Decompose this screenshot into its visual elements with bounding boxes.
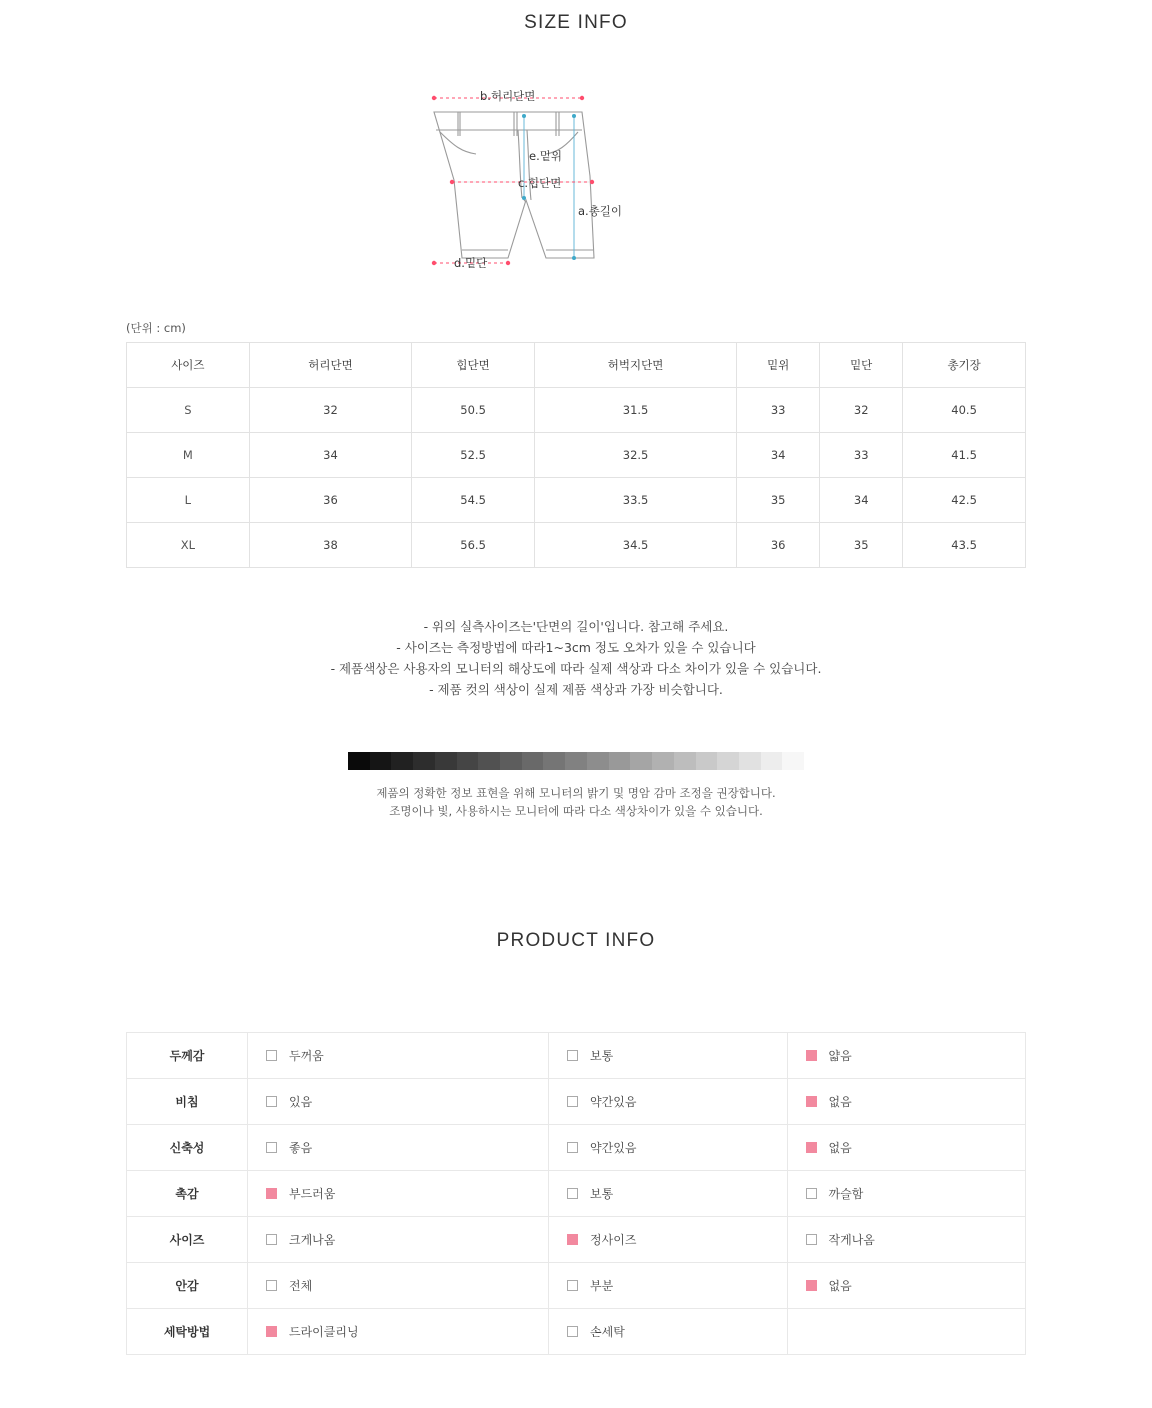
checkbox-unchecked-icon[interactable] [567, 1050, 578, 1061]
table-row [127, 388, 1026, 433]
pi-option-cell[interactable] [248, 1263, 549, 1309]
pi-option-cell[interactable] [549, 1125, 787, 1171]
pi-option-cell[interactable] [787, 1217, 1025, 1263]
pi-option-label: 없음 [828, 1095, 852, 1109]
size-cell: 32 [249, 388, 411, 433]
pi-row-label: 신축성 [127, 1125, 248, 1171]
size-cell: 34.5 [534, 523, 736, 568]
pi-option-label: 정사이즈 [590, 1233, 637, 1247]
checkbox-unchecked-icon[interactable] [266, 1234, 277, 1245]
pi-option-label: 두꺼움 [289, 1049, 324, 1063]
product-info-title: PRODUCT INFO [496, 930, 656, 951]
size-table-header-row [127, 343, 1026, 388]
size-notices [0, 616, 1152, 700]
checkbox-checked-icon[interactable] [806, 1096, 817, 1107]
table-row [127, 1309, 1026, 1355]
size-cell: 34 [737, 433, 820, 478]
size-cell: 34 [820, 478, 903, 523]
pi-option-label: 전체 [289, 1279, 313, 1293]
table-row [127, 1125, 1026, 1171]
gamma-gradient-bar [0, 752, 1152, 770]
size-diagram [0, 90, 1152, 320]
diagram-label-waist: b.허리단면 [480, 89, 536, 103]
checkbox-checked-icon[interactable] [806, 1280, 817, 1291]
checkbox-unchecked-icon[interactable] [806, 1188, 817, 1199]
diagram-label-hem: d.밑단 [454, 256, 488, 270]
checkbox-checked-icon[interactable] [806, 1142, 817, 1153]
size-col-header: 허벅지단면 [534, 343, 736, 388]
checkbox-unchecked-icon[interactable] [567, 1280, 578, 1291]
gamma-note [0, 784, 1152, 820]
diagram-label-length: a.총길이 [578, 204, 623, 218]
pi-option-cell[interactable] [248, 1309, 549, 1355]
pi-row-label: 안감 [127, 1263, 248, 1309]
size-col-header: 밑단 [820, 343, 903, 388]
size-cell: 54.5 [412, 478, 535, 523]
pi-option-label: 좋음 [289, 1141, 313, 1155]
table-row [127, 1079, 1026, 1125]
pi-option-cell-empty [787, 1309, 1025, 1355]
pi-option-cell[interactable] [787, 1079, 1025, 1125]
pi-row-label: 사이즈 [127, 1217, 248, 1263]
product-info-table [126, 1032, 1026, 1355]
size-cell: 33 [820, 433, 903, 478]
table-row [127, 1033, 1026, 1079]
pi-option-label: 부드러움 [289, 1187, 336, 1201]
pi-option-cell[interactable] [248, 1125, 549, 1171]
pi-option-label: 까슬함 [828, 1187, 864, 1201]
pi-option-cell[interactable] [787, 1263, 1025, 1309]
checkbox-checked-icon[interactable] [806, 1050, 817, 1061]
pi-option-label: 보통 [590, 1187, 614, 1201]
size-cell: 50.5 [412, 388, 535, 433]
size-cell: S [127, 388, 250, 433]
checkbox-unchecked-icon[interactable] [567, 1188, 578, 1199]
size-cell: M [127, 433, 250, 478]
pi-option-label: 부분 [590, 1279, 614, 1293]
size-cell: 33.5 [534, 478, 736, 523]
pi-row-label: 비침 [127, 1079, 248, 1125]
notice-line: - 위의 실측사이즈는'단면의 길이'입니다. 참고해 주세요. [423, 619, 729, 634]
size-cell: 38 [249, 523, 411, 568]
gamma-note-line: 조명이나 빛, 사용하시는 모니터에 따라 다소 색상차이가 있을 수 있습니다. [389, 804, 763, 818]
table-row [127, 1217, 1026, 1263]
notice-line: - 사이즈는 측정방법에 따라1~3cm 정도 오차가 있을 수 있습니다 [396, 640, 756, 655]
pi-option-cell[interactable] [248, 1171, 549, 1217]
size-cell: 33 [737, 388, 820, 433]
size-col-header: 총기장 [903, 343, 1026, 388]
diagram-label-rise: e.밑위 [529, 149, 562, 163]
size-cell: 35 [737, 478, 820, 523]
size-col-header: 힙단면 [412, 343, 535, 388]
table-row [127, 1171, 1026, 1217]
size-cell: 40.5 [903, 388, 1026, 433]
table-row [127, 1263, 1026, 1309]
pi-option-label: 크게나옴 [289, 1233, 336, 1247]
checkbox-unchecked-icon[interactable] [806, 1234, 817, 1245]
checkbox-checked-icon[interactable] [266, 1188, 277, 1199]
size-col-header: 사이즈 [127, 343, 250, 388]
checkbox-unchecked-icon[interactable] [567, 1326, 578, 1337]
pi-option-cell[interactable] [549, 1263, 787, 1309]
notice-line: - 제품색상은 사용자의 모니터의 해상도에 따라 실제 색상과 다소 차이가 있을 수 있습니다. [330, 661, 822, 676]
pi-option-cell[interactable] [549, 1171, 787, 1217]
pi-option-cell[interactable] [549, 1309, 787, 1355]
size-cell: 34 [249, 433, 411, 478]
pi-option-cell[interactable] [549, 1217, 787, 1263]
unit-note: (단위 : cm) [126, 321, 186, 335]
pi-row-label: 촉감 [127, 1171, 248, 1217]
pi-option-label: 없음 [828, 1141, 852, 1155]
pi-option-cell[interactable] [248, 1033, 549, 1079]
pi-option-label: 손세탁 [590, 1325, 625, 1339]
size-cell: 42.5 [903, 478, 1026, 523]
checkbox-unchecked-icon[interactable] [266, 1142, 277, 1153]
size-cell: L [127, 478, 250, 523]
checkbox-unchecked-icon[interactable] [266, 1050, 277, 1061]
pi-option-label: 약간있음 [590, 1095, 637, 1109]
table-row [127, 478, 1026, 523]
size-cell: XL [127, 523, 250, 568]
checkbox-checked-icon[interactable] [266, 1326, 277, 1337]
size-cell: 35 [820, 523, 903, 568]
checkbox-unchecked-icon[interactable] [567, 1096, 578, 1107]
pi-option-cell[interactable] [787, 1125, 1025, 1171]
size-col-header: 허리단면 [249, 343, 411, 388]
size-cell: 43.5 [903, 523, 1026, 568]
table-row [127, 523, 1026, 568]
size-cell: 32.5 [534, 433, 736, 478]
gamma-note-line: 제품의 정확한 정보 표현을 위해 모니터의 밝기 및 명암 감마 조정을 권장합니다. [376, 786, 776, 800]
pi-option-cell[interactable] [248, 1079, 549, 1125]
pi-row-label: 두께감 [127, 1033, 248, 1079]
size-cell: 36 [737, 523, 820, 568]
notice-line: - 제품 컷의 색상이 실제 제품 색상과 가장 비슷합니다. [429, 682, 723, 697]
checkbox-unchecked-icon[interactable] [266, 1096, 277, 1107]
pi-option-cell[interactable] [549, 1033, 787, 1079]
checkbox-unchecked-icon[interactable] [266, 1280, 277, 1291]
pi-option-label: 얇음 [828, 1049, 852, 1063]
pi-option-cell[interactable] [549, 1079, 787, 1125]
shorts-outline-svg [396, 90, 756, 300]
pi-option-label: 드라이클리닝 [289, 1325, 359, 1339]
size-cell: 36 [249, 478, 411, 523]
size-info-title: SIZE INFO [524, 12, 628, 33]
table-row [127, 433, 1026, 478]
pi-option-cell[interactable] [787, 1033, 1025, 1079]
checkbox-unchecked-icon[interactable] [567, 1142, 578, 1153]
size-cell: 32 [820, 388, 903, 433]
pi-option-label: 작게나옴 [828, 1233, 875, 1247]
diagram-label-hip: c.힙단면 [518, 176, 562, 190]
size-cell: 52.5 [412, 433, 535, 478]
size-col-header: 밑위 [737, 343, 820, 388]
size-cell: 41.5 [903, 433, 1026, 478]
size-cell: 56.5 [412, 523, 535, 568]
size-cell: 31.5 [534, 388, 736, 433]
pi-option-label: 보통 [590, 1049, 614, 1063]
pi-option-label: 있음 [289, 1095, 313, 1109]
pi-option-cell[interactable] [248, 1217, 549, 1263]
pi-option-label: 없음 [828, 1279, 852, 1293]
size-table [126, 342, 1026, 568]
pi-option-cell[interactable] [787, 1171, 1025, 1217]
pi-row-label: 세탁방법 [127, 1309, 248, 1355]
checkbox-checked-icon[interactable] [567, 1234, 578, 1245]
pi-option-label: 약간있음 [590, 1141, 637, 1155]
